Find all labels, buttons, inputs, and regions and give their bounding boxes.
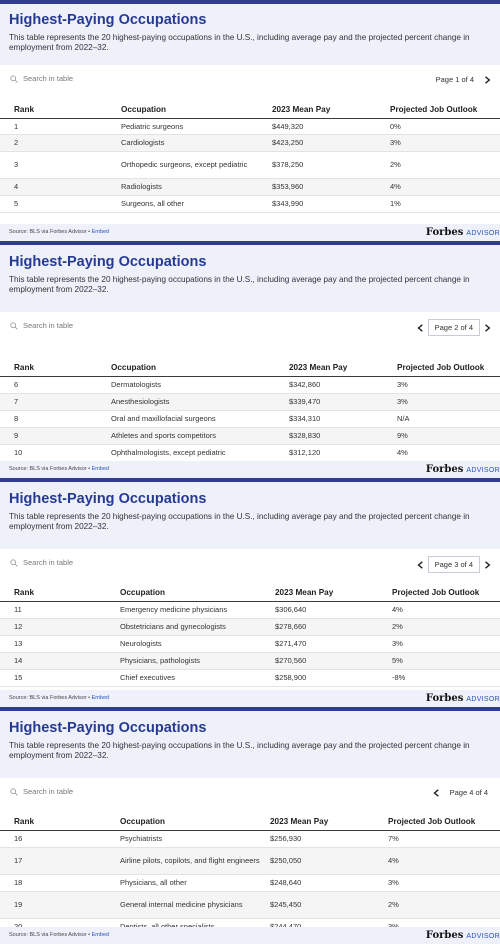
search-placeholder: Search in table — [23, 321, 74, 330]
cell-pay: $306,640 — [275, 601, 392, 618]
table-row — [0, 635, 500, 652]
table-panel-page-3 — [0, 478, 500, 707]
column-header-occupation[interactable]: Occupation — [111, 362, 157, 372]
cell-pay: $250,050 — [270, 847, 388, 874]
table-row — [0, 601, 500, 618]
cell-rank: 12 — [0, 618, 120, 635]
cell-pay: $342,860 — [289, 376, 397, 393]
table-title: Highest-Paying Occupations — [9, 254, 207, 270]
pagination — [430, 785, 494, 800]
cell-pay: $353,960 — [272, 178, 390, 195]
next-page-button[interactable] — [480, 558, 494, 572]
chevron-right-icon — [484, 324, 491, 332]
cell-occupation: Oral and maxillofacial surgeons — [111, 410, 289, 427]
table-panel-page-4 — [0, 707, 500, 944]
cell-pay: $271,470 — [275, 635, 392, 652]
cell-rank: 9 — [0, 427, 111, 444]
cell-outlook: 2% — [388, 891, 500, 918]
cell-occupation: Athletes and sports competitors — [111, 427, 289, 444]
table-row — [0, 178, 500, 195]
cell-occupation: Physicians, pathologists — [120, 652, 275, 669]
cell-occupation: Radiologists — [121, 178, 272, 195]
table-description: This table represents the 20 highest-paying occupations in the U.S., including average pay and the projected percent change in employment from 2022–32. — [9, 512, 470, 531]
cell-pay: $312,120 — [289, 444, 397, 461]
search-row — [0, 549, 500, 579]
cell-rank: 4 — [0, 178, 121, 195]
cell-pay: $270,560 — [275, 652, 392, 669]
embed-link[interactable]: Embed — [91, 932, 110, 938]
search-placeholder: Search in table — [23, 558, 74, 567]
cell-pay: $258,900 — [275, 669, 392, 686]
column-header-outlook[interactable]: Projected Job Outlook — [390, 104, 478, 114]
table-row — [0, 151, 500, 178]
search-row — [0, 778, 500, 808]
cell-occupation: Cardiologists — [121, 134, 272, 151]
table-footer — [0, 690, 500, 707]
cell-occupation: Psychiatrists — [120, 830, 270, 847]
search-input[interactable] — [10, 787, 73, 796]
cell-occupation: Neurologists — [120, 635, 275, 652]
column-header-rank[interactable]: Rank — [14, 362, 35, 372]
chevron-right-icon — [484, 76, 491, 84]
cell-pay: $343,990 — [272, 195, 390, 212]
chevron-left-icon — [417, 324, 424, 332]
table-title: Highest-Paying Occupations — [9, 491, 207, 507]
column-header-pay[interactable]: 2023 Mean Pay — [270, 816, 329, 826]
cell-occupation: Anesthesiologists — [111, 393, 289, 410]
prev-page-button[interactable] — [430, 786, 444, 800]
source-text: Source: BLS via Forbes Advisor • — [9, 695, 92, 701]
forbes-advisor-logo — [426, 464, 500, 475]
cell-outlook: 9% — [397, 427, 500, 444]
cell-outlook: 2% — [390, 151, 500, 178]
table-header — [0, 245, 500, 312]
cell-rank: 18 — [0, 874, 120, 891]
cell-pay: $328,830 — [289, 427, 397, 444]
column-header-outlook[interactable]: Projected Job Outlook — [388, 816, 476, 826]
table-header — [0, 711, 500, 778]
forbes-advisor-logo — [426, 227, 500, 238]
cell-rank: 5 — [0, 195, 121, 212]
cell-occupation: Physicians, all other — [120, 874, 270, 891]
column-header-occupation[interactable]: Occupation — [120, 816, 166, 826]
column-header-pay[interactable]: 2023 Mean Pay — [289, 362, 348, 372]
cell-outlook: 3% — [397, 393, 500, 410]
table-panel-page-2 — [0, 241, 500, 478]
cell-pay: $278,660 — [275, 618, 392, 635]
table-row — [0, 427, 500, 444]
search-placeholder: Search in table — [23, 787, 74, 796]
cell-occupation: Chief executives — [120, 669, 275, 686]
table-row — [0, 444, 500, 461]
search-row — [0, 312, 500, 342]
cell-outlook: 4% — [388, 847, 500, 874]
cell-rank: 14 — [0, 652, 120, 669]
logo-suffix: ADVISOR — [466, 696, 500, 703]
cell-occupation: Orthopedic surgeons, except pediatric — [121, 151, 272, 178]
prev-page-button[interactable] — [414, 321, 428, 335]
table-row — [0, 874, 500, 891]
occupations-table — [0, 95, 500, 213]
forbes-advisor-logo — [426, 693, 500, 704]
source-text: Source: BLS via Forbes Advisor • — [9, 932, 92, 938]
pagination — [414, 319, 494, 336]
cell-pay: $248,640 — [270, 874, 388, 891]
forbes-advisor-logo — [426, 930, 500, 941]
logo-suffix: ADVISOR — [466, 467, 500, 474]
cell-rank: 19 — [0, 891, 120, 918]
cell-outlook: 3% — [390, 134, 500, 151]
table-panel-page-1 — [0, 0, 500, 241]
search-icon — [10, 559, 18, 567]
next-page-button[interactable] — [480, 73, 494, 87]
source-note — [9, 466, 109, 472]
logo-brand: Forbes — [425, 464, 464, 475]
cell-outlook: 7% — [388, 830, 500, 847]
table-row — [0, 195, 500, 212]
logo-suffix: ADVISOR — [466, 230, 500, 237]
search-row — [0, 65, 500, 95]
logo-brand: Forbes — [425, 693, 464, 704]
source-note — [9, 229, 109, 235]
search-icon — [10, 788, 18, 796]
cell-occupation: Airline pilots, copilots, and flight engineers — [120, 847, 270, 874]
cell-rank: 7 — [0, 393, 111, 410]
table-description: This table represents the 20 highest-paying occupations in the U.S., including average pay and the projected percent change in employment from 2022–32. — [9, 275, 470, 294]
column-header-pay[interactable]: 2023 Mean Pay — [275, 587, 334, 597]
cell-pay: $256,930 — [270, 830, 388, 847]
cell-rank: 3 — [0, 151, 121, 178]
table-row — [0, 669, 500, 686]
page-indicator: Page 1 of 4 — [435, 75, 474, 84]
table-row — [0, 376, 500, 393]
cell-outlook: 4% — [392, 601, 500, 618]
cell-outlook: -8% — [392, 669, 500, 686]
cell-rank: 2 — [0, 134, 121, 151]
cell-occupation: Surgeons, all other — [121, 195, 272, 212]
logo-suffix: ADVISOR — [466, 933, 500, 940]
table-header — [0, 482, 500, 549]
cell-outlook: 4% — [397, 444, 500, 461]
source-text: Source: BLS via Forbes Advisor • — [9, 466, 92, 472]
table-description: This table represents the 20 highest-paying occupations in the U.S., including average pay and the projected percent change in employment from 2022–32. — [9, 33, 470, 52]
source-text: Source: BLS via Forbes Advisor • — [9, 229, 92, 235]
embed-link[interactable]: Embed — [91, 695, 110, 701]
cell-rank: 1 — [0, 118, 121, 134]
cell-outlook: 5% — [392, 652, 500, 669]
logo-brand: Forbes — [425, 227, 464, 238]
cell-occupation: Emergency medicine physicians — [120, 601, 275, 618]
cell-pay: $334,310 — [289, 410, 397, 427]
cell-rank: 6 — [0, 376, 111, 393]
cell-occupation: Obstetricians and gynecologists — [120, 618, 275, 635]
cell-occupation: General internal medicine physicians — [120, 891, 270, 918]
occupations-table — [0, 579, 500, 687]
chevron-right-icon — [484, 561, 491, 569]
table-header — [0, 4, 500, 65]
cell-rank: 11 — [0, 601, 120, 618]
search-input[interactable] — [10, 321, 73, 330]
column-header-rank[interactable]: Rank — [14, 104, 35, 114]
table-row — [0, 118, 500, 134]
column-header-rank[interactable]: Rank — [14, 816, 35, 826]
table-title: Highest-Paying Occupations — [9, 12, 207, 28]
occupations-table — [0, 808, 500, 936]
table-row — [0, 891, 500, 918]
table-row — [0, 134, 500, 151]
search-input[interactable] — [10, 74, 73, 83]
table-row — [0, 393, 500, 410]
occupations-table — [0, 342, 500, 462]
source-note — [9, 932, 109, 938]
cell-rank: 8 — [0, 410, 111, 427]
chevron-left-icon — [433, 789, 440, 797]
page-indicator: Page 2 of 4 — [428, 319, 480, 336]
column-header-pay[interactable]: 2023 Mean Pay — [272, 104, 331, 114]
cell-outlook: 4% — [390, 178, 500, 195]
cell-rank: 15 — [0, 669, 120, 686]
column-header-outlook[interactable]: Projected Job Outlook — [392, 587, 480, 597]
prev-page-button[interactable] — [414, 558, 428, 572]
cell-pay: $339,470 — [289, 393, 397, 410]
table-row — [0, 830, 500, 847]
embed-link[interactable]: Embed — [91, 229, 110, 235]
table-row — [0, 652, 500, 669]
cell-outlook: 2% — [392, 618, 500, 635]
cell-pay: $245,450 — [270, 891, 388, 918]
cell-occupation: Ophthalmologists, except pediatric — [111, 444, 289, 461]
cell-rank: 16 — [0, 830, 120, 847]
chevron-left-icon — [417, 561, 424, 569]
logo-brand: Forbes — [425, 930, 464, 941]
table-row — [0, 410, 500, 427]
page-indicator: Page 4 of 4 — [449, 788, 488, 797]
column-header-outlook[interactable]: Projected Job Outlook — [397, 362, 485, 372]
search-icon — [10, 322, 18, 330]
pagination — [414, 556, 494, 573]
table-footer — [0, 224, 500, 241]
cell-outlook: 1% — [390, 195, 500, 212]
cell-outlook: 0% — [390, 118, 500, 134]
cell-outlook: 3% — [397, 376, 500, 393]
cell-pay: $449,320 — [272, 118, 390, 134]
next-page-button[interactable] — [480, 321, 494, 335]
table-row — [0, 847, 500, 874]
search-icon — [10, 75, 18, 83]
embed-link[interactable]: Embed — [91, 466, 110, 472]
pagination — [430, 72, 494, 87]
cell-rank: 13 — [0, 635, 120, 652]
cell-outlook: 3% — [392, 635, 500, 652]
table-footer — [0, 461, 500, 478]
table-footer — [0, 927, 500, 944]
search-placeholder: Search in table — [23, 74, 74, 83]
page-indicator: Page 3 of 4 — [428, 556, 480, 573]
column-header-occupation[interactable]: Occupation — [120, 587, 166, 597]
column-header-rank[interactable]: Rank — [14, 587, 35, 597]
cell-outlook: 3% — [388, 874, 500, 891]
table-description: This table represents the 20 highest-paying occupations in the U.S., including average pay and the projected percent change in employment from 2022–32. — [9, 741, 470, 760]
table-row — [0, 618, 500, 635]
search-input[interactable] — [10, 558, 73, 567]
cell-rank: 10 — [0, 444, 111, 461]
cell-outlook: N/A — [397, 410, 500, 427]
cell-occupation: Dermatologists — [111, 376, 289, 393]
cell-pay: $378,250 — [272, 151, 390, 178]
table-title: Highest-Paying Occupations — [9, 720, 207, 736]
source-note — [9, 695, 109, 701]
cell-occupation: Pediatric surgeons — [121, 118, 272, 134]
cell-rank: 17 — [0, 847, 120, 874]
cell-pay: $423,250 — [272, 134, 390, 151]
column-header-occupation[interactable]: Occupation — [121, 104, 167, 114]
